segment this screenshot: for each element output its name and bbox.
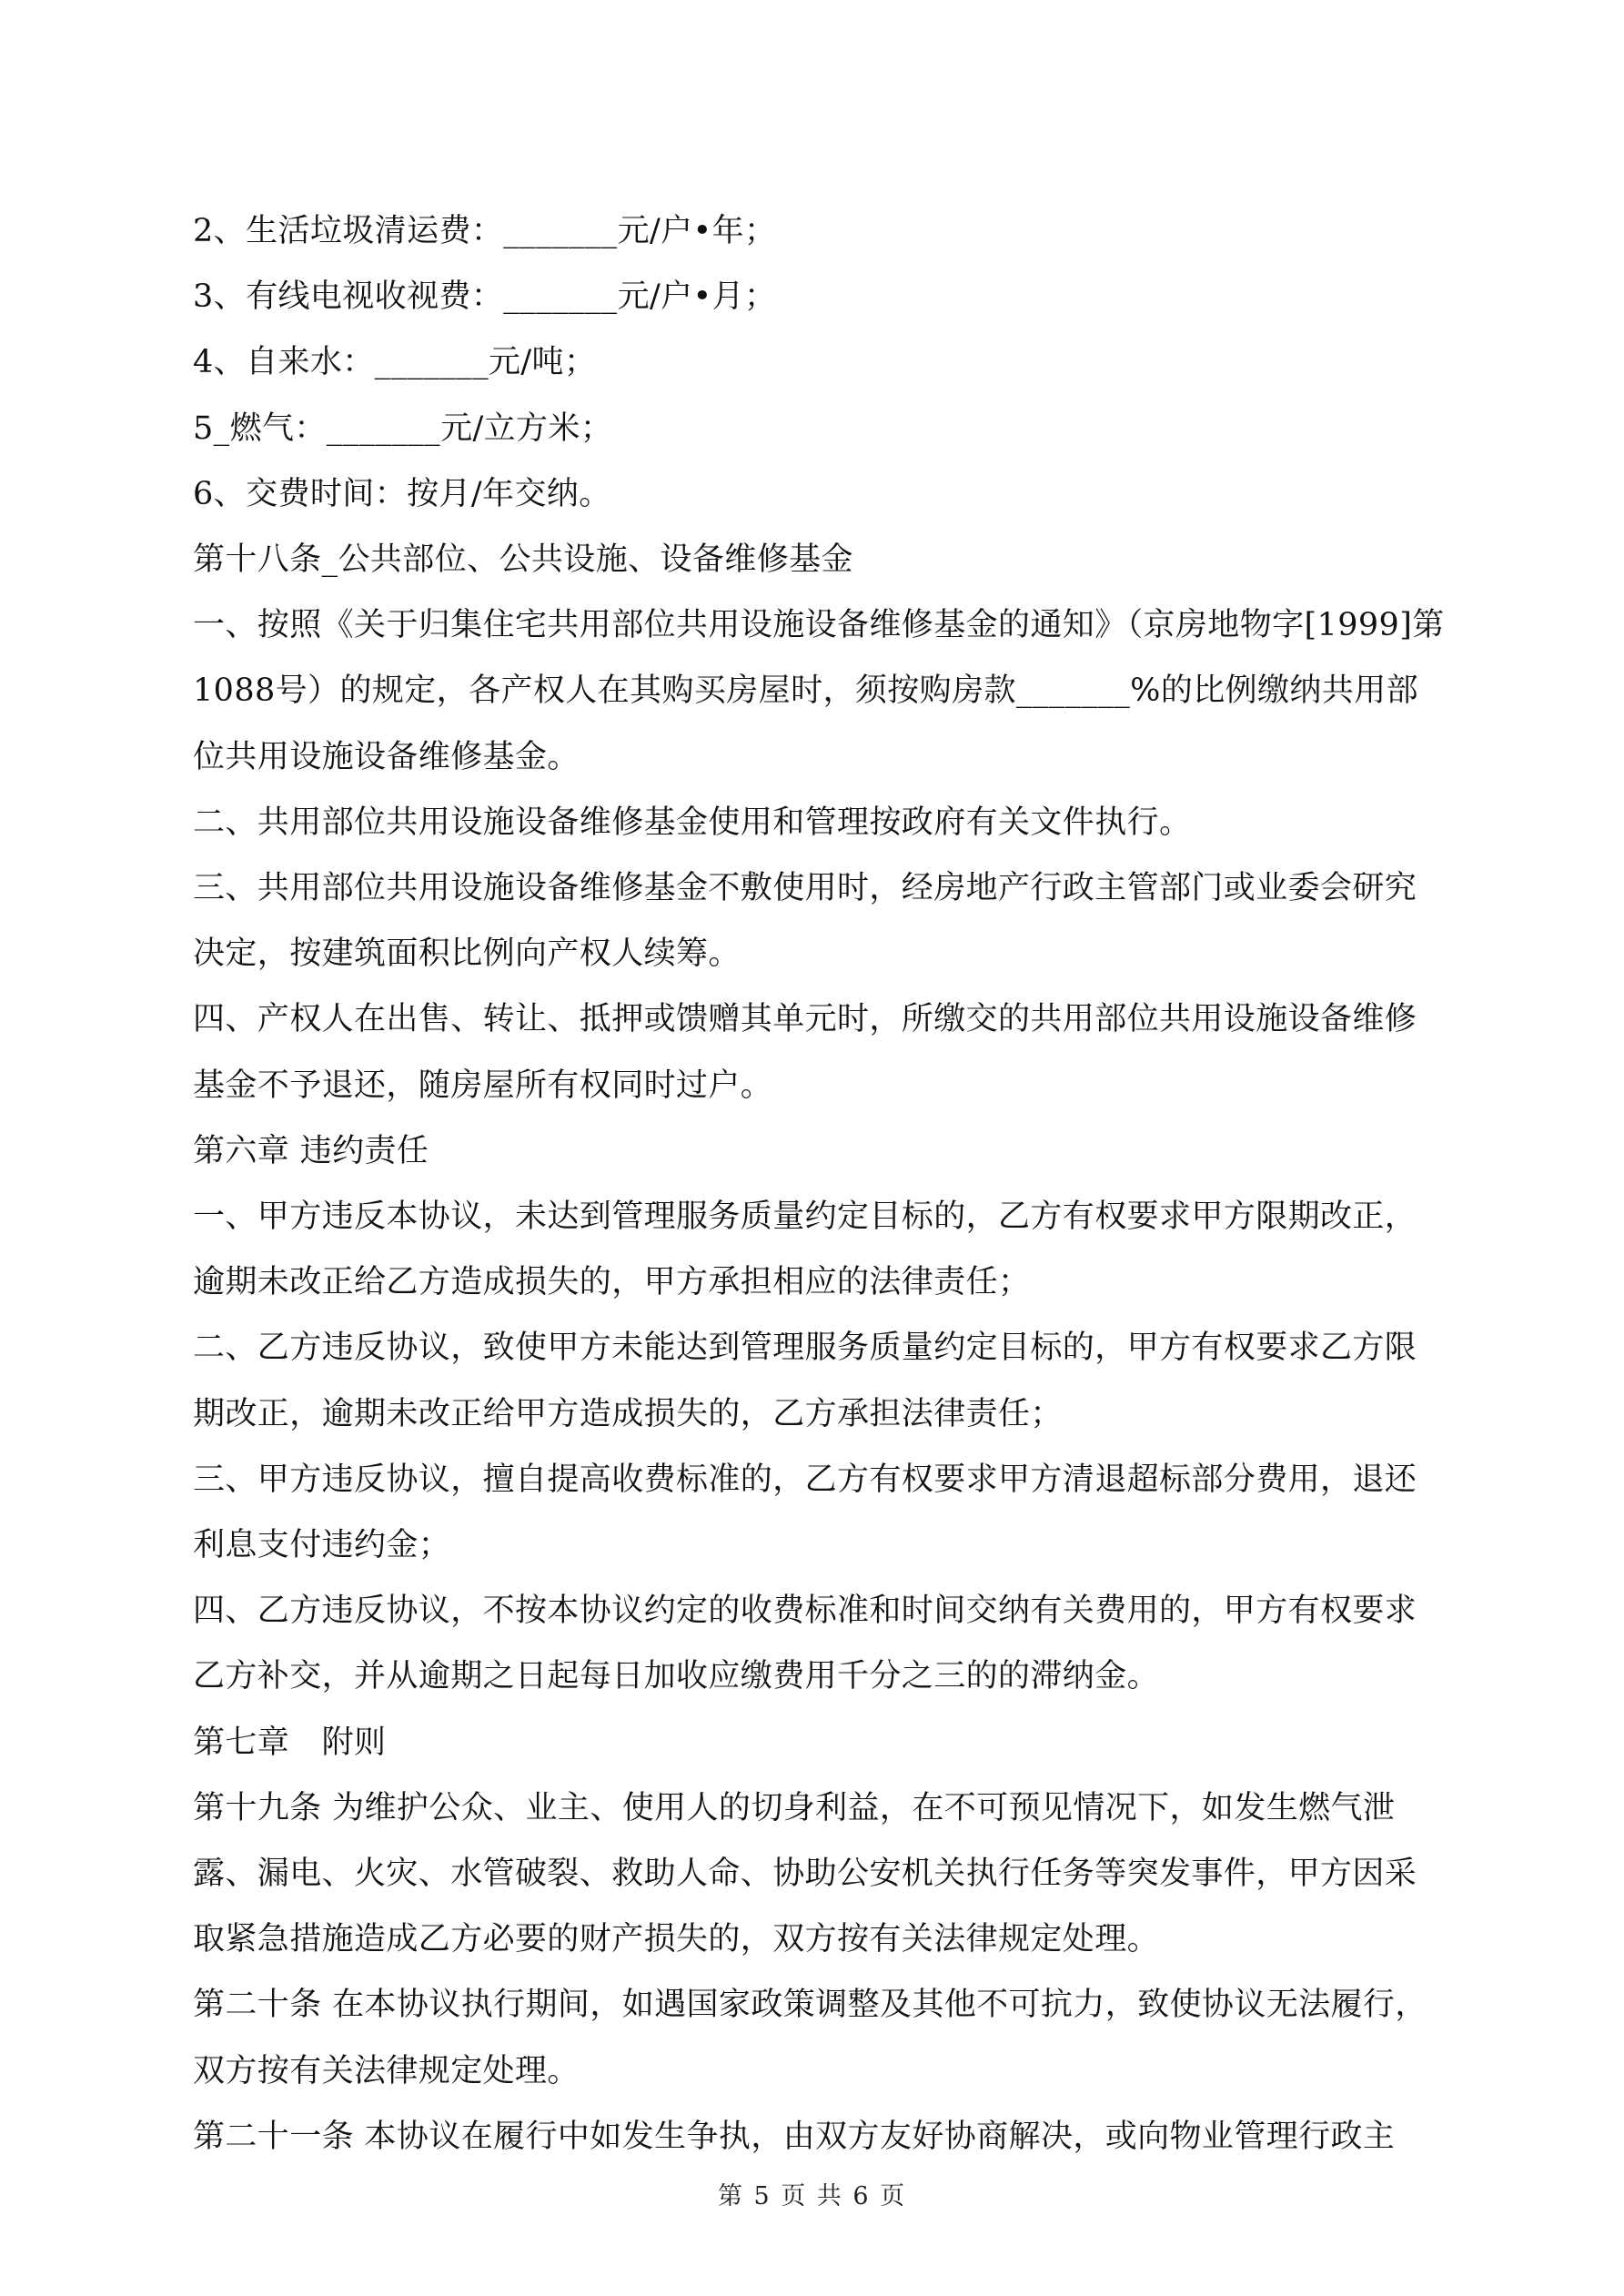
article-18-clause-1: 一、按照《关于归集住宅共用部位共用设施设备维修基金的通知》（京房地物字[1999]第1088号）的规定，各产权人在其购买房屋时，须按购房款_______%的比例缴纳共用部位共用设施设备维修基金。 (193, 607, 1445, 775)
fee-item-gas: 5_燃气：_______元/立方米； (193, 410, 613, 447)
article-19: 第十九条 为维护公众、业主、使用人的切身利益，在不可预见情况下，如发生燃气泄露、漏电、火灾、水管破裂、救助人命、协助公安机关执行任务等突发事件，甲方因采取紧急措施造成乙方必要的财产损失的，双方按有关法律规定处理。 (193, 1789, 1417, 1958)
chapter-6-clause-4: 四、乙方违反协议，不按本协议约定的收费标准和时间交纳有关费用的，甲方有权要求乙方补交，并从逾期之日起每日加收应缴费用千分之三的的滞纳金。 (193, 1593, 1417, 1695)
article-20: 第二十条 在本协议执行期间，如遇国家政策调整及其他不可抗力，致使协议无法履行，双方按有关法律规定处理。 (193, 1987, 1427, 2089)
chapter-6-clause-2: 二、乙方违反协议，致使甲方未能达到管理服务质量约定目标的，甲方有权要求乙方限期改正，逾期未改正给甲方造成损失的，乙方承担法律责任； (193, 1330, 1417, 1432)
chapter-7-heading: 第七章 附则 (193, 1724, 387, 1761)
fee-item-cable-tv: 3、有线电视收视费：_______元/户•月； (193, 278, 777, 316)
article-21: 第二十一条 本协议在履行中如发生争执，由双方友好协商解决，或向物业管理行政主 (193, 2118, 1396, 2155)
chapter-6-heading: 第六章 违约责任 (193, 1132, 429, 1169)
chapter-6-clause-3: 三、甲方违反协议，擅自提高收费标准的，乙方有权要求甲方清退超标部分费用，退还利息支付违约金； (193, 1461, 1417, 1564)
article-18-clause-4: 四、产权人在出售、转让、抵押或馈赠其单元时，所缴交的共用部位共用设施设备维修基金不予退还，随房屋所有权同时过户。 (193, 1001, 1417, 1104)
article-18-heading: 第十八条_公共部位、公共设施、设备维修基金 (193, 541, 853, 579)
document-body (193, 198, 1448, 2170)
page-number-footer: 第 5 页 共 6 页 (717, 2182, 907, 2210)
fee-item-garbage: 2、生活垃圾清运费：_______元/户•年； (193, 213, 777, 249)
article-18-clause-3: 三、共用部位共用设施设备维修基金不敷使用时，经房地产行政主管部门或业委会研究决定，按建筑面积比例向产权人续筹。 (193, 870, 1417, 973)
fee-item-water: 4、自来水：_______元/吨； (193, 344, 597, 381)
fee-payment-time: 6、交费时间：按月/年交纳。 (193, 475, 611, 512)
chapter-6-clause-1: 一、甲方违反本协议，未达到管理服务质量约定目标的，乙方有权要求甲方限期改正，逾期未改正给乙方造成损失的，甲方承担相应的法律责任； (193, 1199, 1417, 1301)
article-18-clause-2: 二、共用部位共用设施设备维修基金使用和管理按政府有关文件执行。 (193, 804, 1192, 841)
